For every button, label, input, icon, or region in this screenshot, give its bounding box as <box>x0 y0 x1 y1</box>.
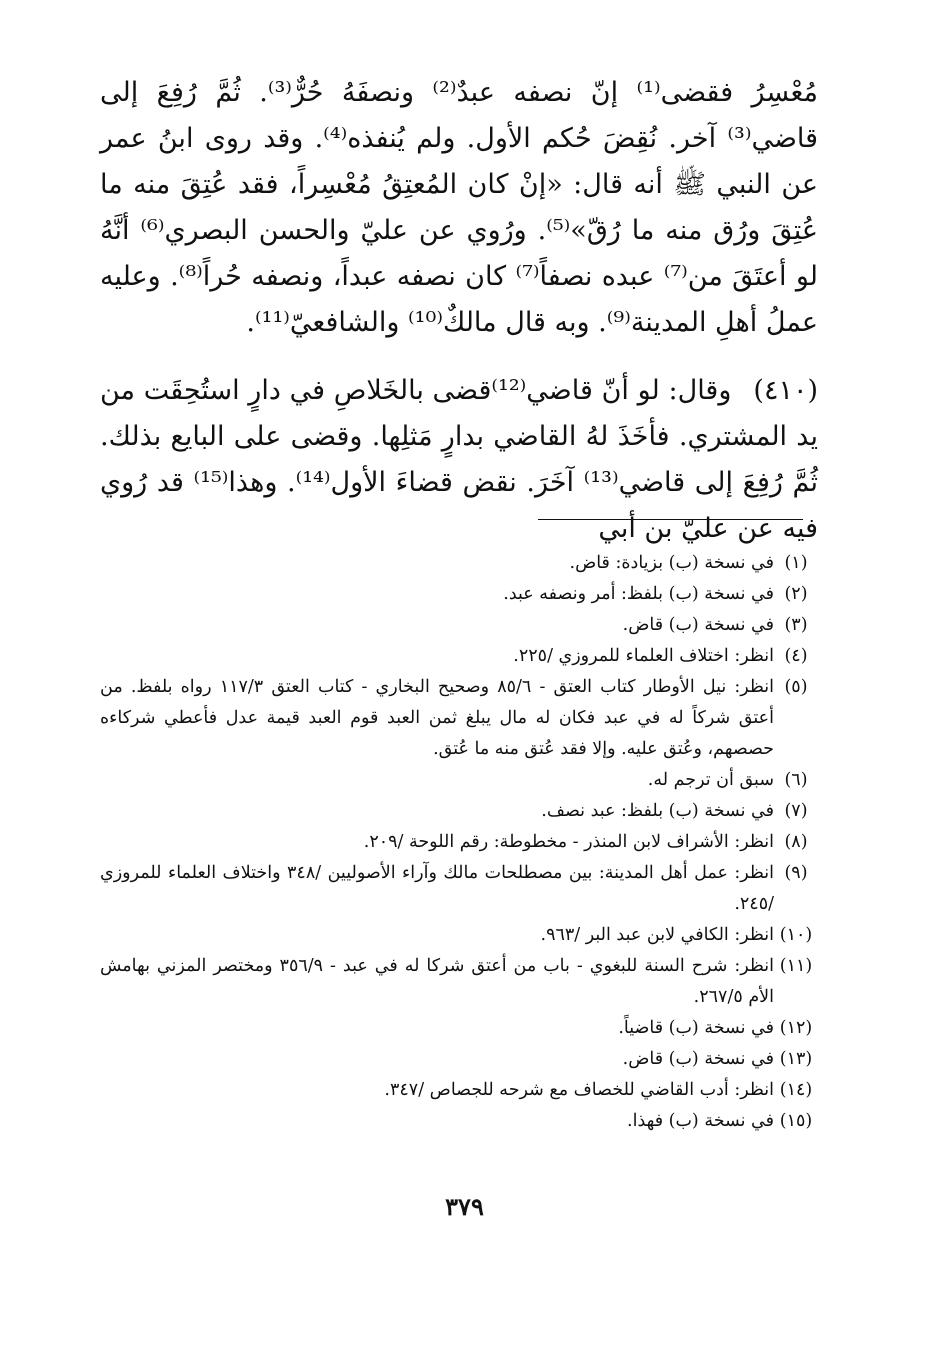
footnote-text: انظر: شرح السنة للبغوي - باب من أعتق شركا له في عبد - ٣٥٦/٩ ومختصر المزني بهامش الأم ٢٦٧/٥. <box>100 956 774 1007</box>
footnote-4 <box>100 641 818 672</box>
footnote-number: (٥) <box>784 677 808 697</box>
footnote-number: (٨) <box>784 832 808 852</box>
footnote-number: (٢) <box>784 584 808 604</box>
footnote-number: (١١) <box>779 956 813 976</box>
footnote-text: في نسخة (ب) فهذا. <box>627 1111 774 1131</box>
footnote-2 <box>100 579 818 610</box>
footnote-number: (١) <box>784 553 808 573</box>
footnote-text: انظر: الكافي لابن عبد البر /٩٦٣. <box>540 925 774 945</box>
main-text <box>100 70 818 552</box>
footnote-11 <box>100 951 818 1013</box>
footnote-3 <box>100 610 818 641</box>
footnote-10 <box>100 920 818 951</box>
footnote-number: (٣) <box>784 615 808 635</box>
page-number: ٣٧٩ <box>445 1192 484 1221</box>
footnote-number: (١٢) <box>779 1018 813 1038</box>
footnote-1 <box>100 548 818 579</box>
footnote-number: (٧) <box>784 801 808 821</box>
footnote-number: (١٠) <box>779 925 813 945</box>
footnote-text: انظر: اختلاف العلماء للمروزي /٢٢٥. <box>513 646 774 666</box>
paragraph-number: (٤١٠) <box>753 375 818 406</box>
footnote-9 <box>100 858 818 920</box>
footnote-number: (١٥) <box>779 1111 813 1131</box>
footnote-number: (٤) <box>784 646 808 666</box>
footnote-text: في نسخة (ب) قاضياً. <box>618 1018 774 1038</box>
footnote-text: في نسخة (ب) قاض. <box>622 1049 774 1069</box>
footnote-text: في نسخة (ب) بلفظ: أمر ونصفه عبد. <box>503 584 774 604</box>
footnote-14 <box>100 1075 818 1106</box>
footnote-6 <box>100 765 818 796</box>
footnote-text: في نسخة (ب) قاض. <box>622 615 774 635</box>
footnote-number: (١٣) <box>779 1049 813 1069</box>
footnote-text: انظر: الأشراف لابن المنذر - مخطوطة: رقم اللوحة /٢٠٩. <box>363 832 774 852</box>
footnote-text: في نسخة (ب) بلفظ: عبد نصف. <box>541 801 774 821</box>
footnote-text: انظر: عمل أهل المدينة: بين مصطلحات مالك وآراء الأصوليين /٣٤٨ واختلاف العلماء للمروزي /٢٤٥. <box>100 863 774 914</box>
footnotes <box>100 548 818 1137</box>
paragraph-2 <box>100 368 818 552</box>
footnote-12 <box>100 1013 818 1044</box>
paragraph-1: مُعْسِرُ فقضى⁽¹⁾ إنّ نصفه عبدٌ⁽²⁾ ونصفَهُ حُرٌّ⁽³⁾. ثُمَّ رُفِعَ إلى قاضي⁽³⁾ آخر. نُقِضَ حُكم الأول. ولم يُنفذه⁽⁴⁾. وقد روى ابنُ عمر عن النبي ﷺ أنه قال: «إنْ كان المُعتِقُ مُعْسِراً، فقد عُتِقَ منه ما عُتِقَ ورُق منه ما رُقّ»⁽⁵⁾. ورُوي عن عليّ والحسن البصري⁽⁶⁾ أنَّهُ لو أعتَقَ من⁽⁷⁾ عبده نصفاً⁽⁷⁾ كان نصفه عبداً، ونصفه حُراً⁽⁸⁾. وعليه عملُ أهلِ المدينة⁽⁹⁾. وبه قال مالكٌ⁽¹⁰⁾ والشافعيّ⁽¹¹⁾. <box>100 77 819 338</box>
footnote-number: (٦) <box>784 770 808 790</box>
footnote-8 <box>100 827 818 858</box>
footnote-number: (٩) <box>784 863 808 883</box>
footnote-number: (١٤) <box>779 1080 813 1100</box>
paragraph-2-text: وقال: لو أنّ قاضي⁽¹²⁾قضى بالخَلاصِ في دارٍ استُحِقَت من يد المشتري. فأخَذَ لهُ القاضي بدارٍ مَثلِها. وقضى على البايع بذلك. ثُمَّ رُفِعَ إلى قاضي⁽¹³⁾ آخَرَ. نقض قضاءَ الأول⁽¹⁴⁾. وهذا⁽¹⁵⁾ قد رُوي فيه عن عليّ بن أبي <box>100 375 818 544</box>
footnote-15 <box>100 1106 818 1137</box>
footnote-text: في نسخة (ب) بزيادة: قاض. <box>569 553 774 573</box>
footnote-separator <box>538 519 803 520</box>
footnote-5 <box>100 672 818 765</box>
footnote-13 <box>100 1044 818 1075</box>
footnote-text: انظر: نيل الأوطار كتاب العتق - ٨٥/٦ وصحيح البخاري - كتاب العتق ١١٧/٣ رواه بلفظ. من أعتق شركاً له في عبد فكان له مال يبلغ ثمن العبد قوم العبد قيمة عدل فأعطي شركاءه حصصهم، وعُتق عليه. وإلا فقد عُتق منه ما عُتق. <box>100 677 774 759</box>
footnote-text: انظر: أدب القاضي للخصاف مع شرحه للجصاص /٣٤٧. <box>384 1080 774 1100</box>
footnote-text: سبق أن ترجم له. <box>647 770 774 790</box>
footnote-7 <box>100 796 818 827</box>
